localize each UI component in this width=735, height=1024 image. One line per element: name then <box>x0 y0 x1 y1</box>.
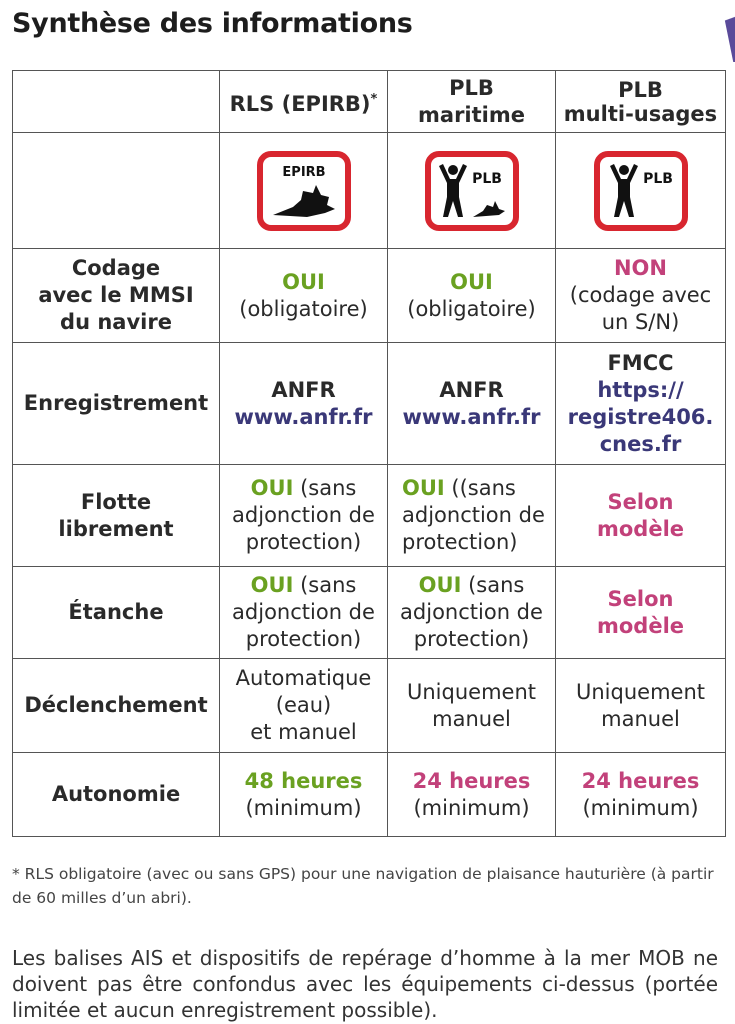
row-codage <box>13 249 726 343</box>
codage-plb-multi-detail-line1: (codage avec <box>569 283 712 307</box>
etanche-plb-maritime-rest2: adjonction de <box>400 600 543 624</box>
epirb-icon-cell <box>220 133 388 249</box>
row-label-declenchement: Déclenchement <box>13 659 220 753</box>
declenchement-plb-multi-line2: manuel <box>601 706 680 731</box>
etanche-rls-rest2: adjonction de <box>232 600 375 624</box>
enregistrement-rls-org: ANFR <box>271 377 336 402</box>
flotte-plb-multi-line1: Selon <box>607 489 674 514</box>
footnote-mark: * <box>370 91 378 107</box>
icons-row <box>13 133 726 249</box>
etanche-plb-maritime-status: OUI <box>418 573 462 597</box>
row-label-flotte-line2: librement <box>58 516 174 541</box>
autonomie-plb-maritime-value: 24 heures <box>412 768 531 793</box>
cell-autonomie-rls <box>220 753 388 837</box>
row-label-flotte-line1: Flotte <box>80 489 152 514</box>
etanche-plb-maritime-rest3: protection) <box>413 627 530 651</box>
row-label-codage-line1: Codage <box>71 256 161 280</box>
enregistrement-plb-maritime-org: ANFR <box>439 377 504 402</box>
footnote: * RLS obligatoire (avec ou sans GPS) pour une navigation de plaisance hauturière (à partir de 60 milles d’un abri). <box>12 865 714 907</box>
enregistrement-plb-multi-link-line2[interactable]: registre406. <box>567 404 714 429</box>
plb-multi-icon-cell <box>556 133 726 249</box>
declenchement-rls-line2: (eau) <box>275 693 332 717</box>
row-label-etanche: Étanche <box>13 567 220 659</box>
plb-multi-icon <box>594 151 688 231</box>
row-flotte <box>13 465 726 567</box>
cell-declenchement-plb-multi <box>556 659 726 753</box>
row-autonomie <box>13 753 726 837</box>
enregistrement-plb-multi-link-line3[interactable]: cnes.fr <box>599 431 682 456</box>
col-header-plb-multi-line1: PLB <box>618 77 663 102</box>
declenchement-plb-maritime-line2: manuel <box>432 706 511 731</box>
cell-flotte-plb-maritime <box>388 465 556 567</box>
cell-autonomie-plb-maritime <box>388 753 556 837</box>
corner-decoration <box>713 0 735 62</box>
col-header-rls <box>220 71 388 133</box>
etanche-rls-status: OUI <box>250 573 294 597</box>
declenchement-plb-multi-line1: Uniquement <box>576 679 705 704</box>
flotte-plb-multi-line2: modèle <box>596 516 685 541</box>
icons-empty-cell <box>13 133 220 249</box>
cell-codage-plb-maritime <box>388 249 556 343</box>
autonomie-rls-detail: (minimum) <box>245 795 362 820</box>
declenchement-rls-line3: et manuel <box>250 720 357 744</box>
col-header-plb-multi <box>556 71 726 133</box>
declenchement-plb-maritime-line1: Uniquement <box>407 679 536 704</box>
cell-enregistrement-plb-maritime <box>388 343 556 465</box>
cell-flotte-rls <box>220 465 388 567</box>
row-label-codage <box>13 249 220 343</box>
plb-multi-icon-text: PLB <box>642 170 673 187</box>
header-empty-cell <box>13 71 220 133</box>
cell-etanche-plb-multi <box>556 567 726 659</box>
epirb-icon <box>257 151 351 231</box>
col-header-rls-label: RLS (EPIRB) <box>229 91 371 116</box>
cell-enregistrement-rls <box>220 343 388 465</box>
cell-etanche-plb-maritime <box>388 567 556 659</box>
flotte-plb-maritime-rest3: protection) <box>402 530 518 554</box>
row-label-enregistrement: Enregistrement <box>13 343 220 465</box>
cell-autonomie-plb-multi <box>556 753 726 837</box>
declenchement-rls-line1: Automatique <box>235 666 372 690</box>
row-declenchement <box>13 659 726 753</box>
summary-table <box>12 70 726 837</box>
header-row <box>13 71 726 133</box>
codage-plb-maritime-detail: (obligatoire) <box>407 296 536 321</box>
cell-declenchement-rls <box>220 659 388 753</box>
ais-mob-note: Les balises AIS et dispositifs de repérage d’homme à la mer MOB ne doivent pas être confondus avec les équipements ci-dessus (portée limitée et aucun enregistrement possible). <box>12 946 718 1022</box>
row-label-codage-line2: avec le MMSI <box>38 283 194 307</box>
col-header-plb-maritime: PLB maritime <box>388 71 556 133</box>
flotte-plb-maritime-rest1: ((sans <box>444 476 516 500</box>
codage-plb-maritime-status: OUI <box>450 269 493 294</box>
cell-flotte-plb-multi <box>556 465 726 567</box>
page-title: Synthèse des informations <box>12 8 413 39</box>
row-label-autonomie: Autonomie <box>13 753 220 837</box>
autonomie-plb-maritime-detail: (minimum) <box>413 795 530 820</box>
row-etanche <box>13 567 726 659</box>
plb-maritime-icon-cell <box>388 133 556 249</box>
enregistrement-rls-link[interactable]: www.anfr.fr <box>234 404 373 429</box>
etanche-plb-multi-line1: Selon <box>607 586 674 611</box>
etanche-plb-maritime-rest1: (sans <box>461 573 525 597</box>
row-enregistrement <box>13 343 726 465</box>
etanche-rls-rest3: protection) <box>245 627 362 651</box>
codage-rls-detail: (obligatoire) <box>239 296 368 321</box>
codage-plb-multi-detail-line2: un S/N) <box>601 310 680 334</box>
codage-plb-multi-status: NON <box>613 256 667 280</box>
autonomie-rls-value: 48 heures <box>244 768 363 793</box>
cell-declenchement-plb-maritime <box>388 659 556 753</box>
etanche-rls-rest1: (sans <box>293 573 357 597</box>
flotte-plb-maritime-rest2: adjonction de <box>402 503 545 527</box>
flotte-rls-rest3: protection) <box>245 530 362 554</box>
etanche-plb-multi-line2: modèle <box>596 613 685 638</box>
plb-maritime-icon-text: PLB <box>471 170 502 187</box>
row-label-codage-line3: du navire <box>60 310 172 334</box>
flotte-rls-rest1: (sans <box>293 476 357 500</box>
plb-maritime-icon <box>425 151 519 231</box>
enregistrement-plb-multi-link-line1[interactable]: https:// <box>597 377 684 402</box>
enregistrement-plb-multi-org: FMCC <box>607 350 674 375</box>
cell-codage-rls <box>220 249 388 343</box>
enregistrement-plb-maritime-link[interactable]: www.anfr.fr <box>402 404 541 429</box>
autonomie-plb-multi-detail: (minimum) <box>582 795 699 820</box>
cell-etanche-rls <box>220 567 388 659</box>
flotte-rls-rest2: adjonction de <box>232 503 375 527</box>
col-header-plb-multi-line2: multi-usages <box>563 101 718 126</box>
codage-rls-status: OUI <box>282 269 325 294</box>
row-label-flotte <box>13 465 220 567</box>
cell-codage-plb-multi <box>556 249 726 343</box>
cell-enregistrement-plb-multi <box>556 343 726 465</box>
autonomie-plb-multi-value: 24 heures <box>581 768 700 793</box>
epirb-icon-text: EPIRB <box>281 164 326 180</box>
flotte-rls-status: OUI <box>250 476 294 500</box>
flotte-plb-maritime-status: OUI <box>402 476 445 500</box>
